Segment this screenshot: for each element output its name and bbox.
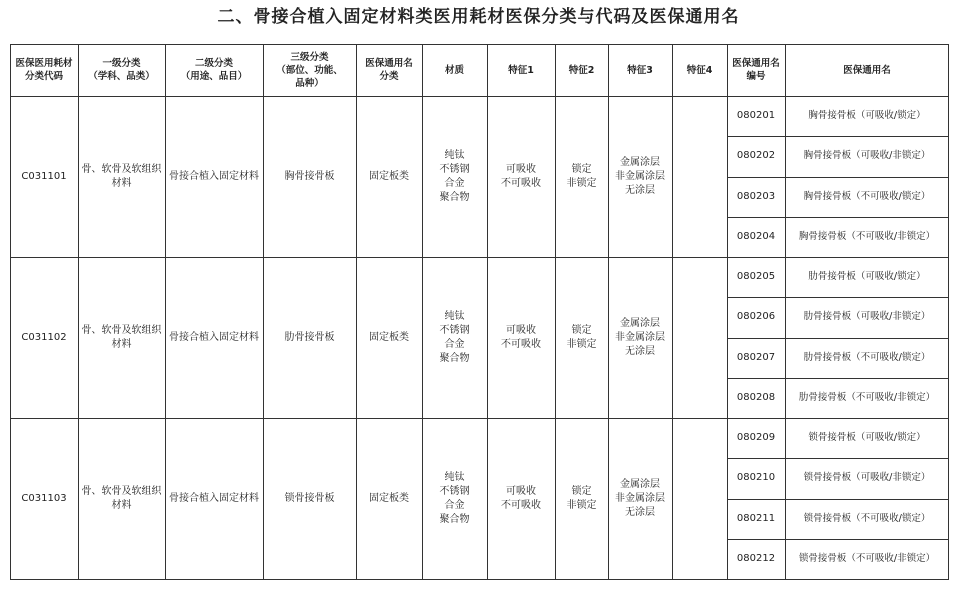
table-rule (263, 44, 264, 580)
table-rule (422, 44, 423, 580)
header-code: 医保医用耗材 分类代码 (15, 58, 73, 82)
table-rule (727, 378, 949, 379)
generic-name: 胸骨接骨板（不可吸收/非锁定） (798, 230, 936, 242)
material: 纯钛 不锈钢 合金 聚合物 (439, 149, 470, 203)
feature-1: 可吸收 不可吸收 (501, 485, 541, 511)
generic-name: 肋骨接骨板（可吸收/锁定） (808, 271, 926, 283)
table-rule (727, 177, 949, 178)
level3-class: 肋骨接骨板 (284, 331, 335, 343)
generic-name-category: 固定板类 (369, 331, 409, 343)
feature-1: 可吸收 不可吸收 (501, 324, 541, 350)
material: 纯钛 不锈钢 合金 聚合物 (439, 310, 470, 364)
generic-name-number: 080206 (736, 311, 776, 323)
table-rule (672, 44, 673, 580)
table-rule (10, 418, 949, 419)
generic-name: 锁骨接骨板（不可吸收/锁定） (803, 512, 931, 524)
table-rule (727, 539, 949, 540)
document-title: 二、骨接合植入固定材料类医用耗材医保分类与代码及医保通用名 (217, 7, 740, 27)
header-level1: 一级分类 （学科、品类） (88, 58, 155, 82)
generic-name-number: 080201 (736, 110, 776, 122)
level1-class: 骨、软骨及软组织 材料 (81, 485, 162, 511)
category-code: C031101 (21, 170, 67, 182)
generic-name: 锁骨接骨板（可吸收/锁定） (808, 432, 926, 444)
level1-class: 骨、软骨及软组织 材料 (81, 163, 162, 189)
table-rule (727, 458, 949, 459)
table-rule (78, 44, 79, 580)
table-rule (10, 96, 949, 97)
generic-name: 胸骨接骨板（不可吸收/锁定） (803, 190, 931, 202)
table-rule (555, 44, 556, 580)
feature-2: 锁定 非锁定 (566, 324, 597, 350)
generic-name-number: 080207 (736, 351, 776, 363)
table-rule (10, 579, 949, 580)
generic-name: 肋骨接骨板（不可吸收/锁定） (803, 351, 931, 363)
generic-name-number: 080210 (736, 472, 776, 484)
table-rule (727, 338, 949, 339)
level2-class: 骨接合植入固定材料 (169, 331, 259, 343)
generic-name-number: 080208 (736, 391, 776, 403)
table-rule (10, 44, 11, 580)
level3-class: 胸骨接骨板 (284, 170, 335, 182)
feature-4 (672, 257, 727, 418)
generic-name: 锁骨接骨板（可吸收/非锁定） (803, 472, 931, 484)
generic-name: 锁骨接骨板（不可吸收/非锁定） (798, 552, 936, 564)
level3-class: 锁骨接骨板 (284, 492, 335, 504)
table-rule (727, 499, 949, 500)
level1-class: 骨、软骨及软组织 材料 (81, 324, 162, 350)
generic-name: 肋骨接骨板（不可吸收/非锁定） (798, 391, 936, 403)
generic-name: 胸骨接骨板（可吸收/锁定） (808, 110, 926, 122)
header-material: 材质 (444, 64, 464, 76)
generic-name: 胸骨接骨板（可吸收/非锁定） (803, 150, 931, 162)
feature-4 (672, 418, 727, 579)
generic-name: 肋骨接骨板（可吸收/非锁定） (803, 311, 931, 323)
generic-name-category: 固定板类 (369, 492, 409, 504)
feature-2: 锁定 非锁定 (566, 485, 597, 511)
table-rule (356, 44, 357, 580)
header-feature1: 特征1 (508, 64, 534, 76)
generic-name-number: 080205 (736, 271, 776, 283)
table-rule (727, 136, 949, 137)
feature-3: 金属涂层 非金属涂层 无涂层 (615, 478, 665, 518)
table-rule (487, 44, 488, 580)
header-generic-name: 医保通用名 (843, 64, 891, 76)
table-rule (10, 257, 949, 258)
table-rule (10, 44, 949, 45)
category-code: C031103 (21, 492, 67, 504)
feature-2: 锁定 非锁定 (566, 163, 597, 189)
feature-3: 金属涂层 非金属涂层 无涂层 (615, 317, 665, 357)
header-level2: 二级分类 （用途、品目） (180, 58, 248, 82)
material: 纯钛 不锈钢 合金 聚合物 (439, 471, 470, 525)
generic-name-number: 080211 (736, 512, 776, 524)
header-generic-category: 医保通用名 分类 (365, 58, 413, 82)
header-feature3: 特征3 (627, 64, 653, 76)
table-rule (608, 44, 609, 580)
generic-name-number: 080203 (736, 190, 776, 202)
header-feature4: 特征4 (686, 64, 713, 76)
table-rule (165, 44, 166, 580)
header-feature2: 特征2 (568, 64, 595, 76)
generic-name-number: 080209 (736, 432, 776, 444)
header-level3: 三级分类 （部位、功能、 品种） (276, 51, 343, 89)
generic-name-number: 080202 (736, 150, 776, 162)
feature-3: 金属涂层 非金属涂层 无涂层 (615, 156, 665, 196)
feature-4 (672, 96, 727, 257)
table-rule (727, 217, 949, 218)
generic-name-category: 固定板类 (369, 170, 409, 182)
generic-name-number: 080212 (736, 552, 776, 564)
level2-class: 骨接合植入固定材料 (169, 170, 259, 182)
level2-class: 骨接合植入固定材料 (169, 492, 259, 504)
generic-name-number: 080204 (736, 230, 776, 242)
table-rule (727, 297, 949, 298)
feature-1: 可吸收 不可吸收 (501, 163, 541, 189)
header-generic-no: 医保通用名 编号 (732, 58, 780, 82)
category-code: C031102 (21, 331, 67, 343)
classification-table (10, 44, 949, 580)
